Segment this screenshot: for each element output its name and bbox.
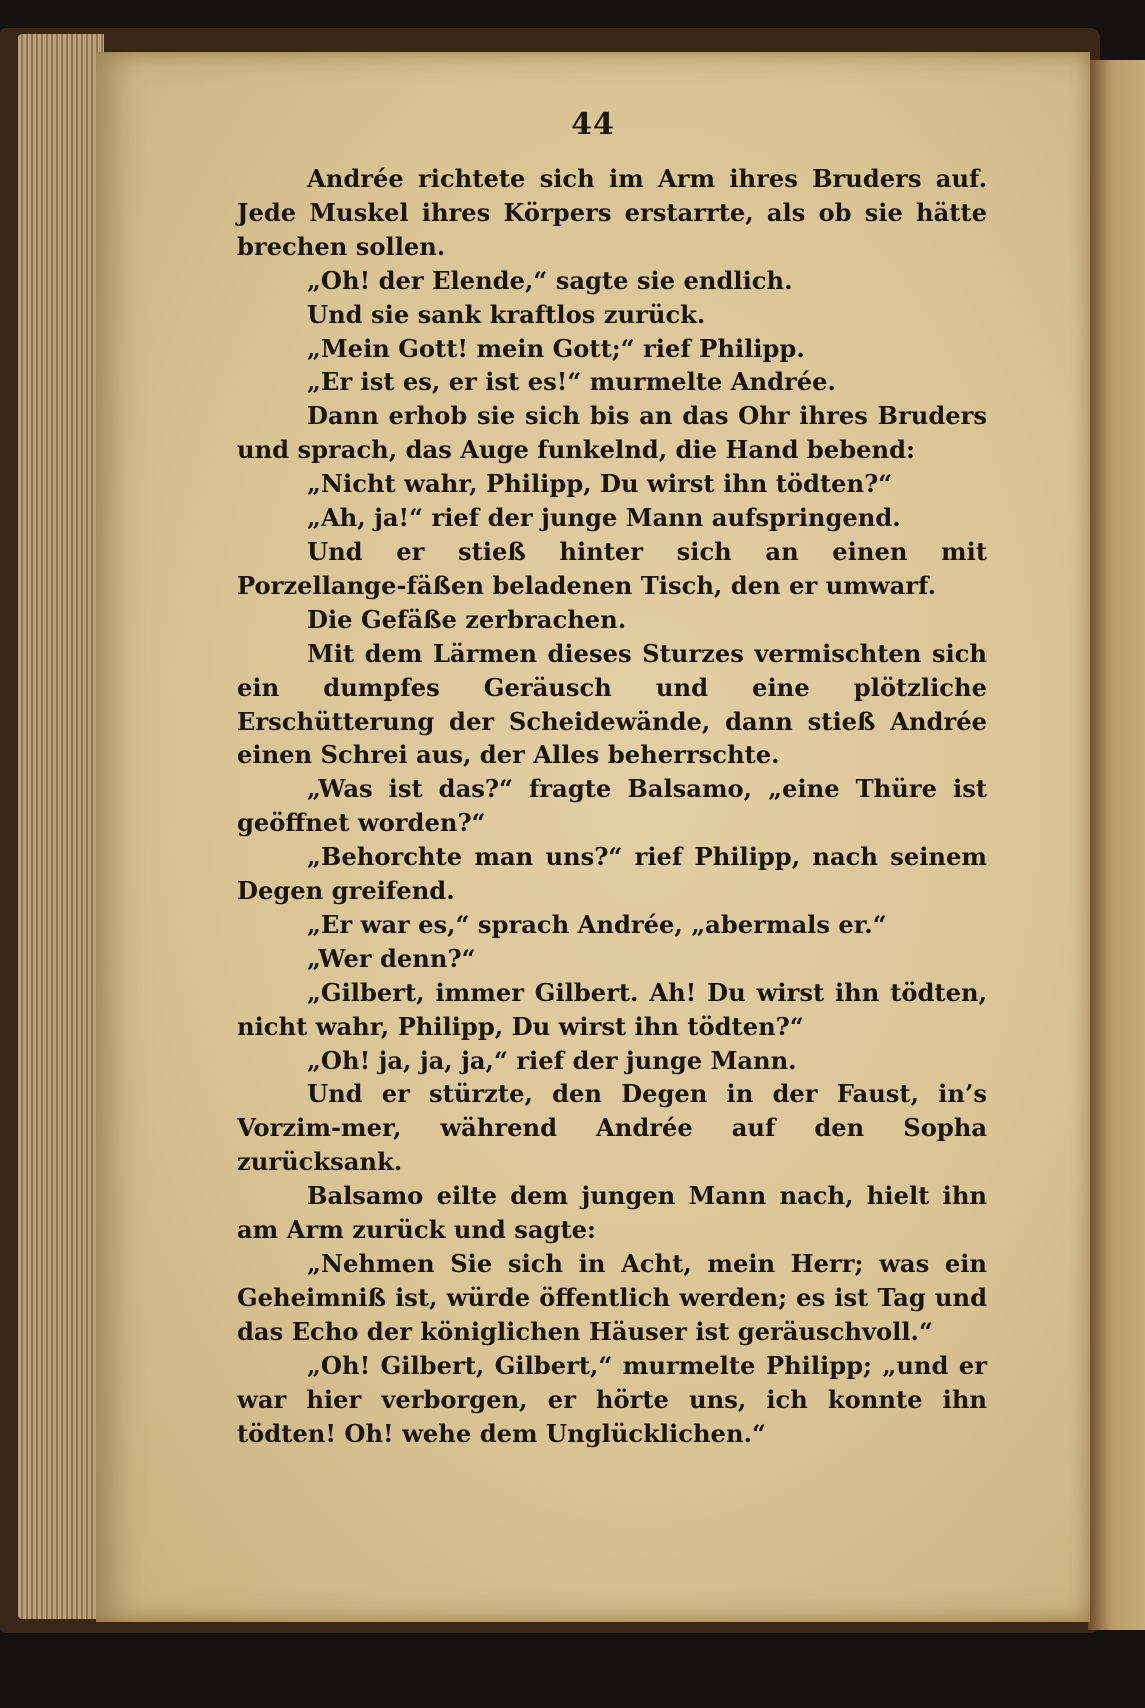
paragraph: „Ah, ja!“ rief der junge Mann aufspringend.: [307, 503, 901, 533]
paragraph: Die Gefäße zerbrachen.: [307, 604, 627, 634]
paragraph: Und sie sank kraftlos zurück.: [307, 299, 706, 329]
paragraph: „Was ist das?“ fragte Balsamo, „eine Thüre ist geöffnet worden?“: [237, 774, 987, 838]
paragraph: Andrée richtete sich im Arm ihres Bruders auf. Jede Muskel ihres Körpers erstarrte, als ob sie hätte brechen sollen.: [237, 164, 987, 261]
paragraph: „Oh! Gilbert, Gilbert,“ murmelte Philipp; „und er war hier verborgen, er hörte uns, ich konnte ihn tödten! Oh! wehe dem Unglücklichen.“: [237, 1350, 987, 1448]
paragraph: „Mein Gott! mein Gott;“ rief Philipp.: [307, 333, 805, 363]
page-number: 44: [571, 107, 615, 142]
paragraph: Balsamo eilte dem jungen Mann nach, hielt ihn am Arm zurück und sagte:: [237, 1181, 987, 1245]
paragraph: „Oh! ja, ja, ja,“ rief der junge Mann.: [307, 1045, 797, 1075]
next-page-edge: [1088, 60, 1145, 1630]
paragraph: „Gilbert, immer Gilbert. Ah! Du wirst ihn tödten, nicht wahr, Philipp, Du wirst ihn tödten?“: [237, 977, 987, 1041]
paragraph: „Nicht wahr, Philipp, Du wirst ihn tödten?“: [307, 469, 893, 499]
paragraph: Dann erhob sie sich bis an das Ohr ihres Bruders und sprach, das Auge funkelnd, die Hand bebend:: [237, 401, 987, 465]
book-page: [96, 52, 1090, 1622]
paragraph: „Nehmen Sie sich in Acht, mein Herr; was ein Geheimniß ist, würde öffentlich werden; es ist Tag und das Echo der königlichen Häuser ist geräuschvoll.“: [237, 1249, 987, 1346]
paragraph: „Oh! der Elende,“ sagte sie endlich.: [307, 265, 793, 295]
paragraph: „Wer denn?“: [307, 943, 476, 973]
paragraph: Mit dem Lärmen dieses Sturzes vermischten sich ein dumpfes Geräusch und eine plötzliche Erschütterung der Scheidewände, dann stieß Andrée einen Schrei aus, der Alles beherrschte.: [237, 638, 987, 770]
paragraph: Und er stieß hinter sich an einen mit Porzellange-fäßen beladenen Tisch, den er umwarf.: [237, 536, 987, 600]
paragraph: „Behorchte man uns?“ rief Philipp, nach seinem Degen greifend.: [237, 842, 987, 906]
page-edges: [18, 34, 104, 1619]
paragraph: „Er ist es, er ist es!“ murmelte Andrée.: [307, 367, 836, 397]
paragraph: „Er war es,“ sprach Andrée, „abermals er.“: [307, 909, 887, 939]
body-text: [237, 162, 987, 1450]
paragraph: Und er stürzte, den Degen in der Faust, in’s Vorzim-mer, während Andrée auf den Sopha zurücksank.: [237, 1079, 987, 1177]
